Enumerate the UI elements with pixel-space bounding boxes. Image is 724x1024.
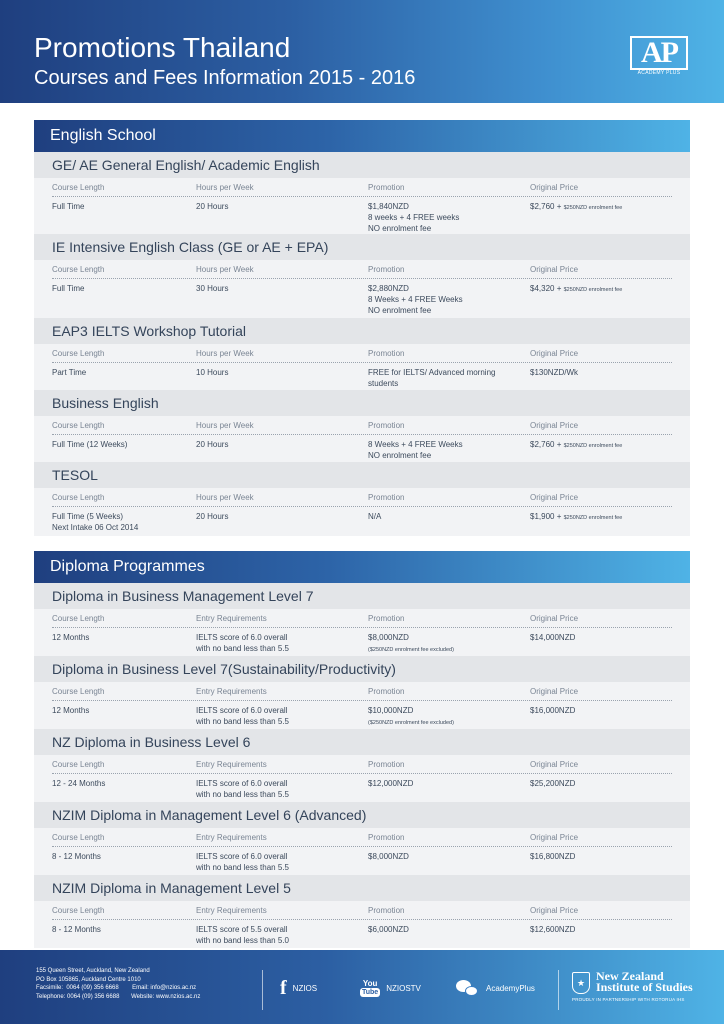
entry-line: with no band less than 5.5 bbox=[196, 644, 289, 653]
hours-per-week: 30 Hours bbox=[196, 284, 229, 293]
entry-requirements bbox=[196, 924, 289, 946]
english-school-section bbox=[34, 120, 690, 536]
promo-value: $8,000NZD bbox=[368, 633, 409, 642]
course-title: NZIM Diploma in Management Level 6 (Advanced) bbox=[34, 802, 690, 828]
course-row bbox=[34, 629, 690, 656]
logo-tagline: ACADEMY PLUS bbox=[637, 70, 681, 76]
original-price: $130NZD/Wk bbox=[530, 368, 579, 377]
course-title: TESOL bbox=[34, 462, 690, 488]
original-price: $25,200NZD bbox=[530, 779, 576, 788]
youtube-icon bbox=[360, 979, 380, 997]
original-price bbox=[530, 283, 622, 296]
crest-icon: ★ bbox=[572, 972, 590, 994]
wechat-icon bbox=[456, 978, 480, 998]
label-original-price: Original Price bbox=[530, 833, 579, 842]
original-price: $12,600NZD bbox=[530, 925, 576, 934]
address-line: 155 Queen Street, Auckland, New Zealand bbox=[36, 968, 150, 974]
label-promotion: Promotion bbox=[368, 614, 405, 623]
promo-note: ($250NZD enrolment fee excluded) bbox=[368, 720, 454, 726]
entry-line: with no band less than 5.5 bbox=[196, 717, 289, 726]
promo-line: 8 weeks + 4 FREE weeks bbox=[368, 213, 460, 222]
promotion: $12,000NZD bbox=[368, 779, 414, 788]
label-hours: Hours per Week bbox=[196, 183, 254, 192]
promo-line: 8 Weeks + 4 FREE Weeks bbox=[368, 295, 463, 304]
label-promotion: Promotion bbox=[368, 906, 405, 915]
dotted-divider bbox=[52, 627, 672, 628]
next-intake: Next Intake 06 Oct 2014 bbox=[52, 523, 139, 532]
section-title: English School bbox=[34, 120, 690, 152]
course-title: NZIM Diploma in Management Level 5 bbox=[34, 875, 690, 901]
tel-web-line bbox=[36, 993, 200, 1002]
label-original-price: Original Price bbox=[530, 421, 579, 430]
fax-email-line bbox=[36, 984, 200, 993]
column-labels bbox=[34, 828, 690, 848]
promo-value: $10,000NZD bbox=[368, 706, 414, 715]
page-header bbox=[0, 0, 724, 103]
course-title: IE Intensive English Class (GE or AE + EPA) bbox=[34, 234, 690, 260]
section-title: Diploma Programmes bbox=[34, 551, 690, 583]
label-promotion: Promotion bbox=[368, 349, 405, 358]
hours-per-week: 10 Hours bbox=[196, 368, 229, 377]
course-row bbox=[34, 280, 690, 318]
original-price bbox=[530, 439, 622, 452]
promotion bbox=[368, 439, 463, 461]
label-hours: Hours per Week bbox=[196, 421, 254, 430]
label-entry: Entry Requirements bbox=[196, 906, 267, 915]
promotion bbox=[368, 632, 454, 656]
dotted-divider bbox=[52, 846, 672, 847]
entry-line: IELTS score of 6.0 overall bbox=[196, 852, 288, 861]
label-hours: Hours per Week bbox=[196, 493, 254, 502]
nzis-name bbox=[596, 971, 696, 993]
dotted-divider bbox=[52, 506, 672, 507]
price-value: $2,760 + bbox=[530, 440, 564, 449]
diploma-section bbox=[34, 551, 690, 948]
course-length bbox=[52, 511, 138, 533]
promo-line: NO enrolment fee bbox=[368, 224, 432, 233]
contact-address bbox=[36, 967, 200, 1001]
label-promotion: Promotion bbox=[368, 265, 405, 274]
label-course-length: Course Length bbox=[52, 687, 105, 696]
wechat-link[interactable] bbox=[456, 978, 535, 998]
price-note: $250NZD enrolment fee bbox=[563, 287, 623, 293]
hours-per-week: 20 Hours bbox=[196, 440, 229, 449]
hours-per-week: 20 Hours bbox=[196, 512, 229, 521]
label-course-length: Course Length bbox=[52, 614, 105, 623]
entry-line: with no band less than 5.5 bbox=[196, 863, 289, 872]
course-length: 12 Months bbox=[52, 633, 90, 642]
course-title: Diploma in Business Level 7(Sustainability/Productivity) bbox=[34, 656, 690, 682]
fax: Facsimile: 0064 (09) 356 6668 bbox=[36, 985, 119, 991]
facebook-icon: f bbox=[280, 976, 287, 999]
label-promotion: Promotion bbox=[368, 760, 405, 769]
course-row bbox=[34, 436, 690, 462]
nzis-line: Institute of Studies bbox=[596, 980, 693, 994]
promotion: $6,000NZD bbox=[368, 925, 409, 934]
course-row bbox=[34, 702, 690, 729]
youtube-handle: NZIOSTV bbox=[386, 983, 421, 993]
dotted-divider bbox=[52, 773, 672, 774]
youtube-link[interactable] bbox=[360, 978, 421, 998]
label-promotion: Promotion bbox=[368, 833, 405, 842]
course-length: 12 Months bbox=[52, 706, 90, 715]
label-hours: Hours per Week bbox=[196, 265, 254, 274]
divider bbox=[262, 970, 263, 1010]
course-length: 8 - 12 Months bbox=[52, 925, 101, 934]
wechat-handle: AcademyPlus bbox=[486, 983, 535, 993]
academy-plus-logo bbox=[630, 36, 688, 78]
label-course-length: Course Length bbox=[52, 349, 105, 358]
youtube-icon-bottom: Tube bbox=[362, 989, 379, 996]
original-price: $16,800NZD bbox=[530, 852, 576, 861]
label-entry: Entry Requirements bbox=[196, 760, 267, 769]
column-labels bbox=[34, 344, 690, 364]
promo-note: ($250NZD enrolment fee excluded) bbox=[368, 647, 454, 653]
entry-line: with no band less than 5.0 bbox=[196, 936, 289, 945]
promotion: $8,000NZD bbox=[368, 852, 409, 861]
course-title: NZ Diploma in Business Level 6 bbox=[34, 729, 690, 755]
original-price bbox=[530, 511, 622, 524]
dotted-divider bbox=[52, 434, 672, 435]
course-row bbox=[34, 198, 690, 234]
promotion bbox=[368, 283, 463, 316]
price-value: $4,320 + bbox=[530, 284, 564, 293]
label-course-length: Course Length bbox=[52, 760, 105, 769]
label-original-price: Original Price bbox=[530, 687, 579, 696]
label-hours: Hours per Week bbox=[196, 349, 254, 358]
column-labels bbox=[34, 609, 690, 629]
column-labels bbox=[34, 416, 690, 436]
promotion: N/A bbox=[368, 512, 382, 521]
original-price bbox=[530, 201, 622, 214]
promotion bbox=[368, 201, 459, 234]
entry-requirements bbox=[196, 851, 289, 873]
logo-letters: AP bbox=[630, 36, 688, 70]
label-original-price: Original Price bbox=[530, 760, 579, 769]
label-course-length: Course Length bbox=[52, 833, 105, 842]
label-course-length: Course Length bbox=[52, 421, 105, 430]
youtube-icon-top: You bbox=[362, 979, 378, 988]
label-original-price: Original Price bbox=[530, 614, 579, 623]
price-note: $250NZD enrolment fee bbox=[563, 205, 623, 211]
course-row bbox=[34, 921, 690, 948]
telephone: Telephone: 0064 (09) 356 6688 bbox=[36, 993, 120, 1000]
promotion bbox=[368, 367, 495, 389]
dotted-divider bbox=[52, 362, 672, 363]
label-entry: Entry Requirements bbox=[196, 833, 267, 842]
label-original-price: Original Price bbox=[530, 265, 579, 274]
address-line: PO Box 105865, Auckland Centre 1010 bbox=[36, 976, 141, 983]
label-original-price: Original Price bbox=[530, 493, 579, 502]
promo-line: NO enrolment fee bbox=[368, 306, 432, 315]
promotion bbox=[368, 705, 454, 729]
page-title: Promotions Thailand bbox=[34, 32, 291, 63]
promo-line: $1,840NZD bbox=[368, 202, 409, 211]
label-course-length: Course Length bbox=[52, 906, 105, 915]
label-original-price: Original Price bbox=[530, 183, 579, 192]
course-length: 12 - 24 Months bbox=[52, 779, 106, 788]
nzis-tagline: PROUDLY IN PARTNERSHIP WITH ROTORUA IHS bbox=[572, 997, 685, 1002]
column-labels bbox=[34, 178, 690, 198]
website-link[interactable]: Website: www.nzios.ac.nz bbox=[131, 993, 201, 1000]
label-course-length: Course Length bbox=[52, 265, 105, 274]
price-note: $250NZD enrolment fee bbox=[563, 443, 623, 449]
promo-line: $2,880NZD bbox=[368, 284, 409, 293]
column-labels bbox=[34, 682, 690, 702]
course-length-line: Full Time (5 Weeks) bbox=[52, 512, 123, 521]
label-original-price: Original Price bbox=[530, 906, 579, 915]
course-row bbox=[34, 508, 690, 536]
entry-line: with no band less than 5.5 bbox=[196, 790, 289, 799]
column-labels bbox=[34, 901, 690, 921]
label-course-length: Course Length bbox=[52, 183, 105, 192]
label-entry: Entry Requirements bbox=[196, 687, 267, 696]
course-row bbox=[34, 775, 690, 802]
entry-requirements bbox=[196, 705, 289, 727]
course-title: Business English bbox=[34, 390, 690, 416]
price-value: $2,760 + bbox=[530, 202, 564, 211]
facebook-handle: NZIOS bbox=[292, 983, 318, 993]
email-link[interactable]: Email: info@nzios.ac.nz bbox=[132, 985, 197, 991]
dotted-divider bbox=[52, 196, 672, 197]
course-title: Diploma in Business Management Level 7 bbox=[34, 583, 690, 609]
original-price: $14,000NZD bbox=[530, 633, 576, 642]
promo-line: 8 Weeks + 4 FREE Weeks bbox=[368, 440, 463, 449]
promo-line: NO enrolment fee bbox=[368, 451, 432, 460]
course-length: Full Time bbox=[52, 202, 85, 211]
course-length: Full Time bbox=[52, 284, 85, 293]
original-price: $16,000NZD bbox=[530, 706, 576, 715]
label-course-length: Course Length bbox=[52, 493, 105, 502]
entry-line: IELTS score of 6.0 overall bbox=[196, 633, 288, 642]
dotted-divider bbox=[52, 919, 672, 920]
label-promotion: Promotion bbox=[368, 687, 405, 696]
promo-line: FREE for IELTS/ Advanced morning bbox=[368, 368, 496, 377]
course-title: GE/ AE General English/ Academic English bbox=[34, 152, 690, 178]
label-promotion: Promotion bbox=[368, 421, 405, 430]
entry-line: IELTS score of 6.0 overall bbox=[196, 779, 288, 788]
entry-line: IELTS score of 5.5 overall bbox=[196, 925, 288, 934]
label-entry: Entry Requirements bbox=[196, 614, 267, 623]
course-length: 8 - 12 Months bbox=[52, 852, 101, 861]
column-labels bbox=[34, 488, 690, 508]
label-promotion: Promotion bbox=[368, 493, 405, 502]
nzis-line: New Zealand bbox=[596, 969, 664, 983]
dotted-divider bbox=[52, 278, 672, 279]
entry-line: IELTS score of 6.0 overall bbox=[196, 706, 288, 715]
facebook-link[interactable] bbox=[280, 978, 317, 998]
label-original-price: Original Price bbox=[530, 349, 579, 358]
promo-line: students bbox=[368, 379, 399, 388]
price-note: $250NZD enrolment fee bbox=[563, 515, 623, 521]
dotted-divider bbox=[52, 700, 672, 701]
price-value: $1,900 + bbox=[530, 512, 564, 521]
course-title: EAP3 IELTS Workshop Tutorial bbox=[34, 318, 690, 344]
course-row bbox=[34, 848, 690, 875]
page-subtitle: Courses and Fees Information 2015 - 2016 bbox=[34, 67, 416, 89]
hours-per-week: 20 Hours bbox=[196, 202, 229, 211]
label-promotion: Promotion bbox=[368, 183, 405, 192]
column-labels bbox=[34, 755, 690, 775]
divider bbox=[558, 970, 559, 1010]
column-labels bbox=[34, 260, 690, 280]
course-length: Full Time (12 Weeks) bbox=[52, 440, 128, 449]
course-row bbox=[34, 364, 690, 390]
entry-requirements bbox=[196, 778, 289, 800]
entry-requirements bbox=[196, 632, 289, 654]
page-footer bbox=[0, 950, 724, 1024]
course-length: Part Time bbox=[52, 368, 87, 377]
